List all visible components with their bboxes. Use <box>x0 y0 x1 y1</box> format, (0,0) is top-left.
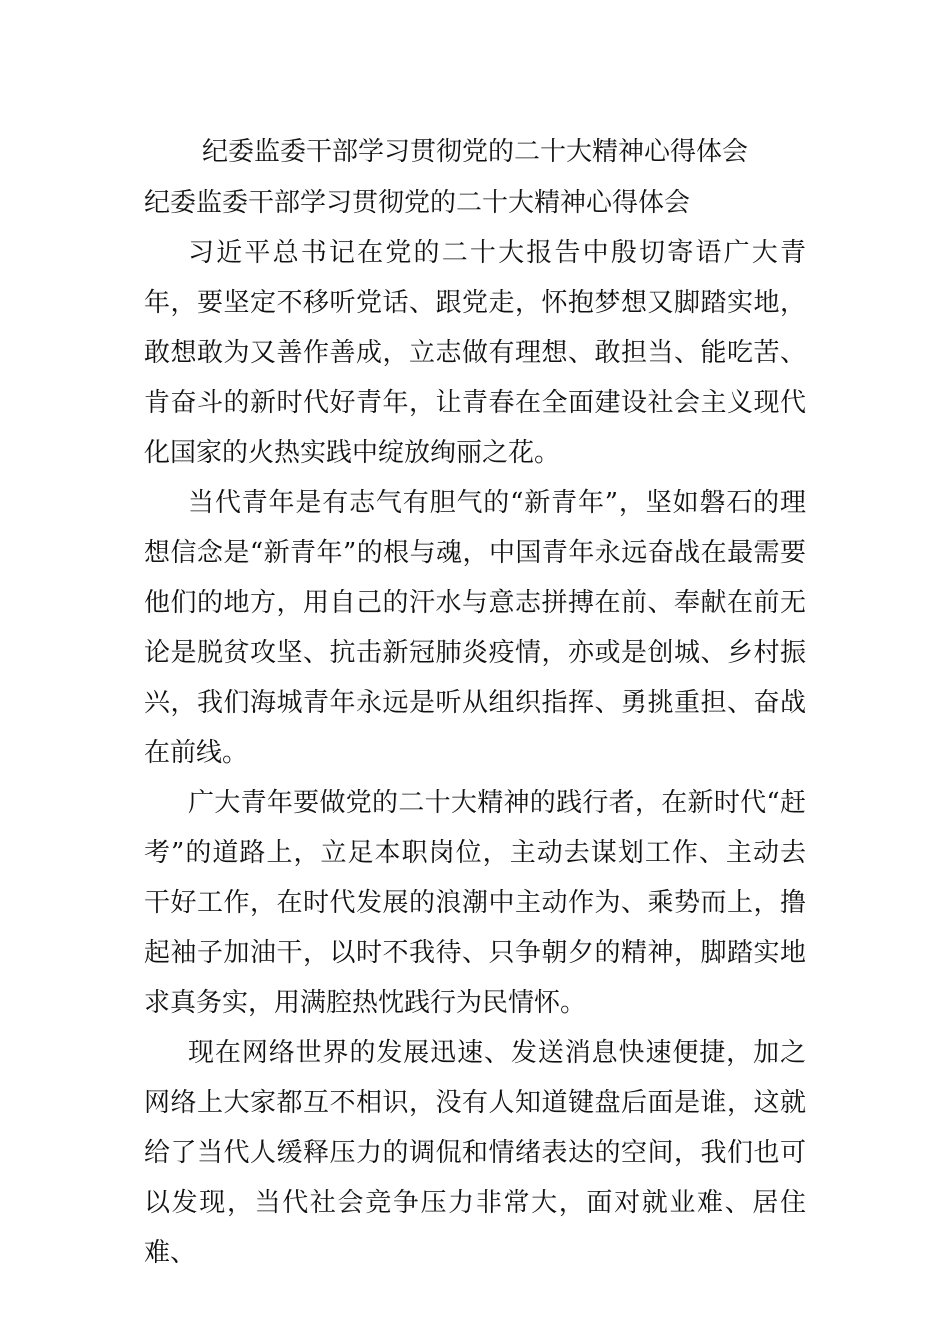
document-title: 纪委监委干部学习贯彻党的二十大精神心得体会 <box>201 137 748 167</box>
paragraph: 习近平总书记在党的二十大报告中殷切寄语广大青年，要坚定不移听党话、跟党走，怀抱梦想又脚踏实地，敢想敢为又善作善成，立志做有理想、敢担当、能吃苦、肯奋斗的新时代好青年，让青春在全面建设社会主义现代化国家的火热实践中绽放绚丽之花。 <box>144 238 806 468</box>
paragraph: 当代青年是有志气有胆气的“新青年”，坚如磐石的理想信念是“新青年”的根与魂，中国青年永远奋战在最需要他们的地方，用自己的汗水与意志拼搏在前、奉献在前无论是脱贫攻坚、抗击新冠肺炎疫情，亦或是创城、乡村振兴，我们海城青年永远是听从组织指挥、勇挑重担、奋战在前线。 <box>144 488 806 768</box>
document-body <box>144 228 806 1278</box>
paragraph: 现在网络世界的发展迅速、发送消息快速便捷，加之网络上大家都互不相识，没有人知道键盘后面是谁，这就给了当代人缓释压力的调侃和情绪表达的空间，我们也可以发现，当代社会竞争压力非常大，面对就业难、居住难、 <box>144 1038 806 1268</box>
document-subtitle: 纪委监委干部学习贯彻党的二十大精神心得体会 <box>144 188 691 218</box>
paragraph: 广大青年要做党的二十大精神的践行者，在新时代“赶考”的道路上，立足本职岗位，主动去谋划工作、主动去干好工作，在时代发展的浪潮中主动作为、乘势而上，撸起袖子加油干，以时不我待、只争朝夕的精神，脚踏实地求真务实，用满腔热忱践行为民情怀。 <box>144 788 806 1018</box>
